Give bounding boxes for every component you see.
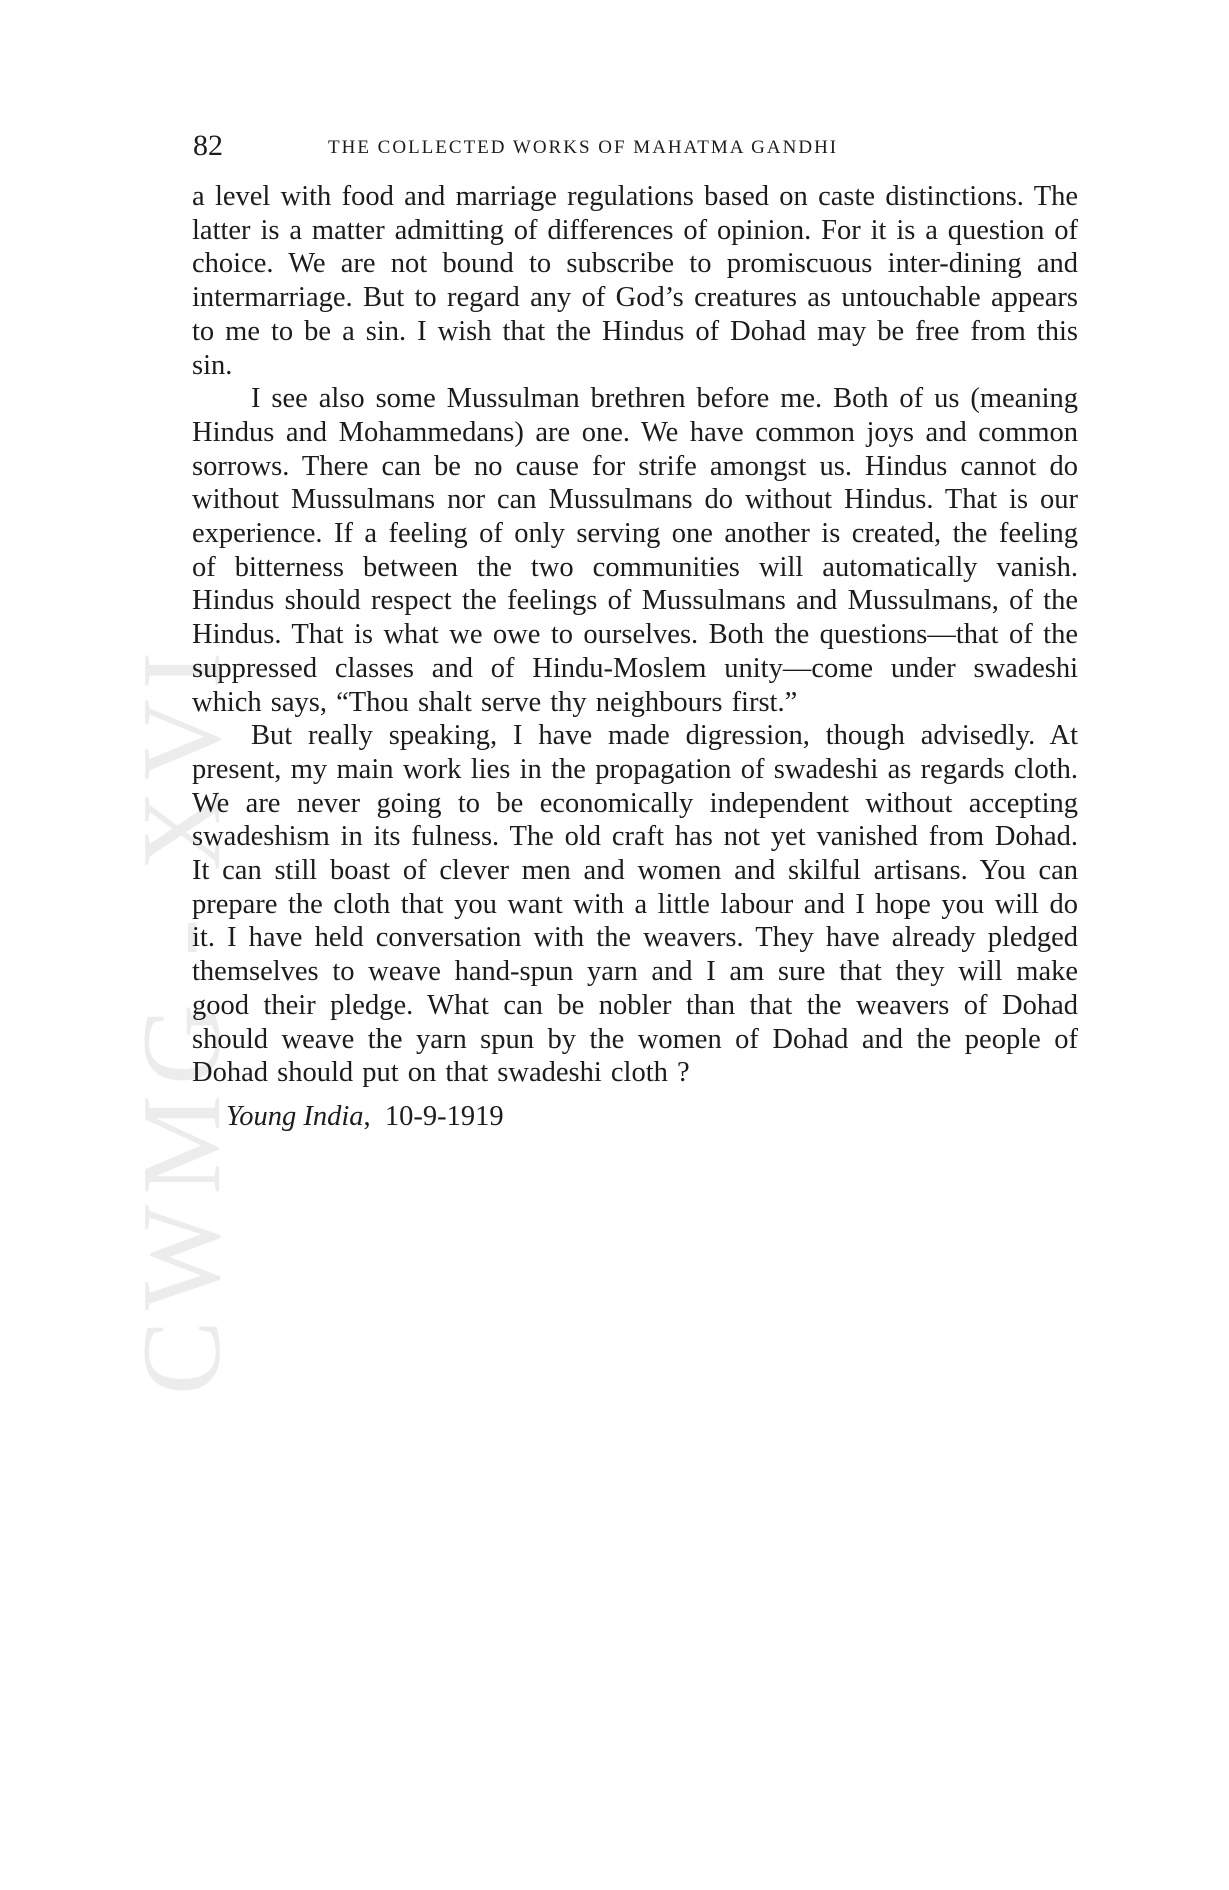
citation-separator: , [363, 1100, 371, 1132]
citation-source: Young India [226, 1100, 364, 1132]
citation-date: 10-9-1919 [384, 1100, 504, 1132]
page-number: 82 [193, 129, 223, 162]
paragraph-1: a level with food and marriage regulations based on caste distinctions. The latter is a matter admitting of differences of opinion. For it is a question of choice. We are not bound to subscribe to promiscuous inter-dining and intermarriage. But to regard any of God’s creatures as untouchable appears to me to be a sin. I wish that the Hindus of Dohad may be free from this sin. [192, 181, 1078, 381]
page-body [192, 180, 1078, 1134]
paragraph-3: But really speaking, I have made digression, though advisedly. At present, my main work lies in the propagation of swadeshi as regards cloth. We are never going to be economically independent without accepting swadeshism in its fulness. The old craft has not yet vanished from Dohad. It can still boast of clever men and women and skilful artisans. You can prepare the cloth that you want with a little labour and I hope you will do it. I have held conversation with the weavers. They have already pledged themselves to weave hand-spun yarn and I am sure that they will make good their pledge. What can be nobler than that the weavers of Dohad should weave the yarn spun by the women of Dohad and the people of Dohad should put on that swadeshi cloth ? [192, 720, 1078, 1089]
citation [226, 1100, 1078, 1134]
watermark: CWMG - XVI [120, 641, 244, 1395]
running-head: THE COLLECTED WORKS OF MAHATMA GANDHI [328, 137, 839, 158]
paragraph-2: I see also some Mussulman brethren before me. Both of us (meaning Hindus and Mohammedans) are one. We have common joys and common sorrows. There can be no cause for strife amongst us. Hindus cannot do without Mussulmans nor can Mussulmans do without Hindus. That is our experience. If a feeling of only serving one another is created, the feeling of bitterness between the two communities will automatically vanish. Hindus should respect the feelings of Mussulmans and Mussulmans, of the Hindus. That is what we owe to ourselves. Both the questions—that of the suppressed classes and of Hindu-Moslem unity—come under swadeshi which says, “Thou shalt serve thy neighbours first.” [192, 383, 1078, 718]
page-header [193, 128, 1077, 168]
